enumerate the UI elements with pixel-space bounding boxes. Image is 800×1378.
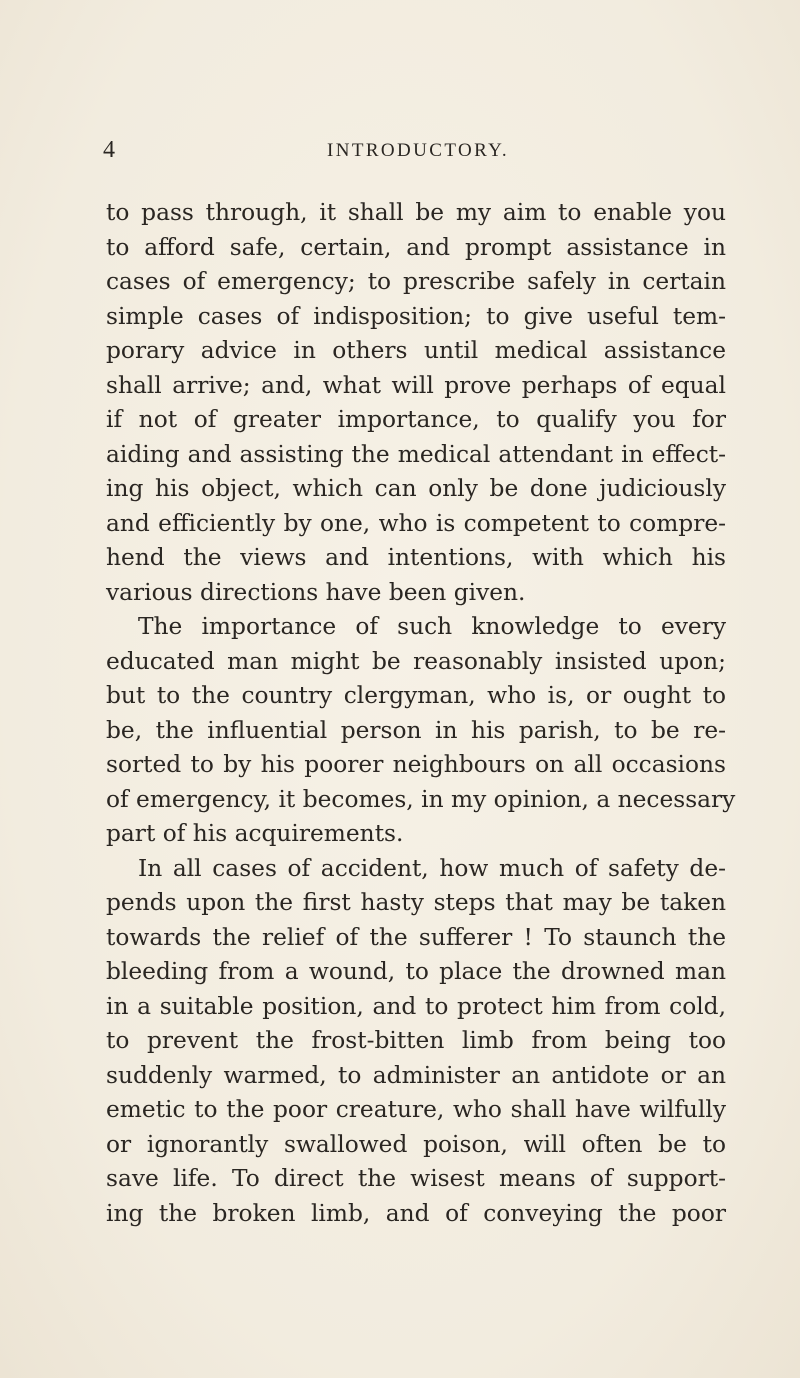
text-line: ing the broken limb, and of conveying the poor [106, 1199, 726, 1227]
text-line: hend the views and intentions, with which his [106, 544, 726, 571]
text-line: In all cases of accident, how much of safety de- [138, 854, 726, 882]
page-number: 4 [103, 137, 115, 163]
text-line: of emergency, it becomes, in my opinion, a necessary [106, 785, 736, 813]
text-line: if not of greater importance, to qualify you for [106, 406, 726, 433]
running-head: INTRODUCTORY. [327, 140, 509, 161]
text-line: aiding and assisting the medical attendant in effect- [106, 440, 726, 468]
text-line: educated man might be reasonably insisted upon; [106, 647, 726, 675]
text-line: sorted to by his poorer neighbours on all occasions [106, 751, 726, 778]
text-line: towards the relief of the sufferer ! To staunch the [106, 923, 726, 951]
text-line: but to the country clergyman, who is, or ought to [106, 682, 726, 709]
text-line: and efficiently by one, who is competent to compre- [106, 509, 726, 537]
text-line: The importance of such knowledge to every [138, 613, 726, 640]
text-line: to pass through, it shall be my aim to enable you [106, 199, 726, 226]
text-line: or ignorantly swallowed poison, will often be to [106, 1130, 726, 1158]
text-line: ing his object, which can only be done judiciously [106, 475, 726, 502]
text-line: be, the influential person in his parish, to be re- [106, 716, 726, 744]
text-line: pends upon the first hasty steps that may be taken [106, 889, 726, 916]
text-line: to afford safe, certain, and prompt assistance in [106, 233, 726, 261]
text-line: porary advice in others until medical assistance [106, 337, 726, 364]
text-line: shall arrive; and, what will prove perhaps of equal [106, 371, 726, 399]
text-line: various directions have been given. [106, 578, 526, 606]
text-line: emetic to the poor creature, who shall have wilfully [106, 1096, 726, 1123]
text-line: suddenly warmed, to administer an antidote or an [106, 1061, 726, 1089]
text-line: part of his acquirements. [106, 820, 404, 847]
body-text [106, 196, 736, 1231]
text-line: save life. To direct the wisest means of support- [106, 1165, 726, 1192]
text-line: to prevent the frost-bitten limb from being too [106, 1027, 726, 1054]
text-line: cases of emergency; to prescribe safely in certain [106, 268, 726, 295]
page-header [0, 138, 800, 168]
text-line: bleeding from a wound, to place the drowned man [106, 958, 726, 985]
text-line: simple cases of indisposition; to give useful tem- [106, 302, 726, 330]
text-line: in a suitable position, and to protect him from cold, [106, 992, 726, 1020]
